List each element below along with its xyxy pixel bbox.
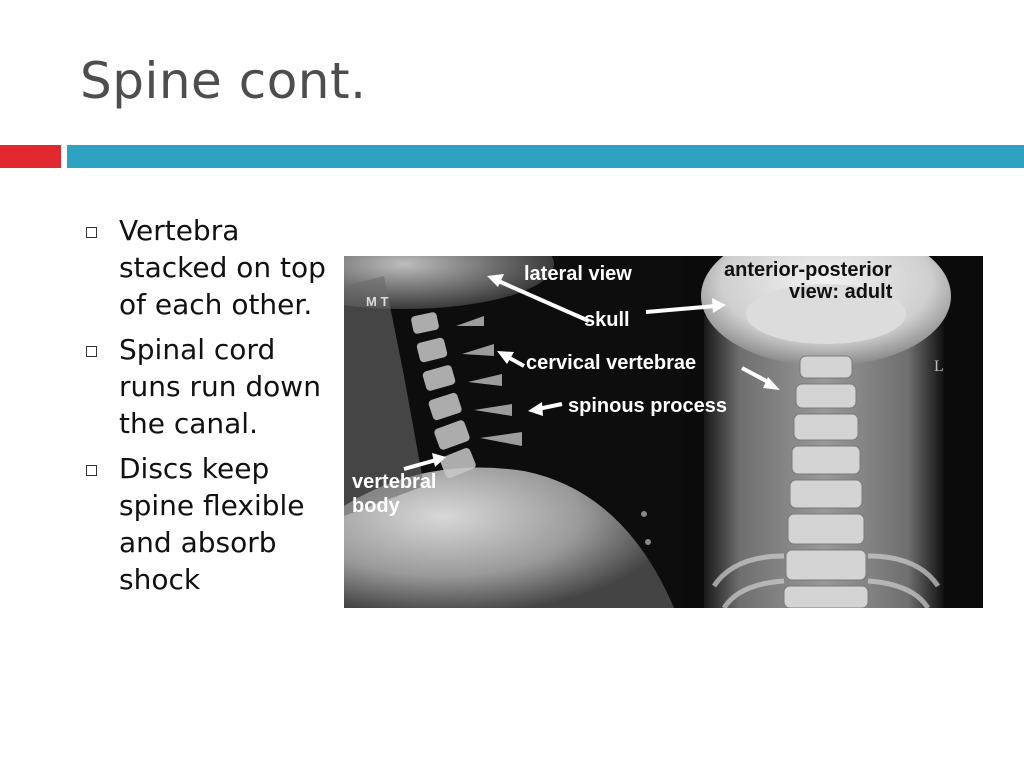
slide-title: Spine cont.	[80, 52, 367, 110]
bullet-item	[82, 450, 332, 598]
label-view-adult: view: adult	[789, 281, 893, 303]
label-vertebral: vertebral	[352, 471, 437, 493]
label-anterior-posterior: anterior-posterior	[724, 259, 892, 281]
xray-illustration	[344, 256, 983, 608]
side-marker: L	[934, 358, 944, 375]
bullet-text: Vertebra stacked on top of each other.	[119, 214, 326, 321]
bullet-text: Discs keep spine flexible and absorb shock	[119, 452, 305, 596]
accent-bar-red	[0, 145, 61, 168]
label-lateral-view: lateral view	[524, 263, 632, 285]
label-skull: skull	[584, 309, 630, 331]
film-marker: M T	[366, 294, 389, 309]
ap-vertebrae	[784, 356, 868, 608]
square-bullet-icon	[86, 346, 97, 357]
bullet-list	[82, 212, 332, 606]
label-cervical-vertebrae: cervical vertebrae	[526, 352, 697, 374]
square-bullet-icon	[86, 465, 97, 476]
accent-bar-blue	[67, 145, 1024, 168]
film-dot	[641, 511, 647, 517]
bullet-text: Spinal cord runs run down the canal.	[119, 333, 321, 440]
spine-xray-image	[344, 256, 983, 608]
bullet-item	[82, 331, 332, 442]
label-body: body	[352, 495, 400, 517]
square-bullet-icon	[86, 227, 97, 238]
label-spinous-process: spinous process	[568, 395, 727, 417]
bullet-item	[82, 212, 332, 323]
film-dot	[645, 539, 651, 545]
